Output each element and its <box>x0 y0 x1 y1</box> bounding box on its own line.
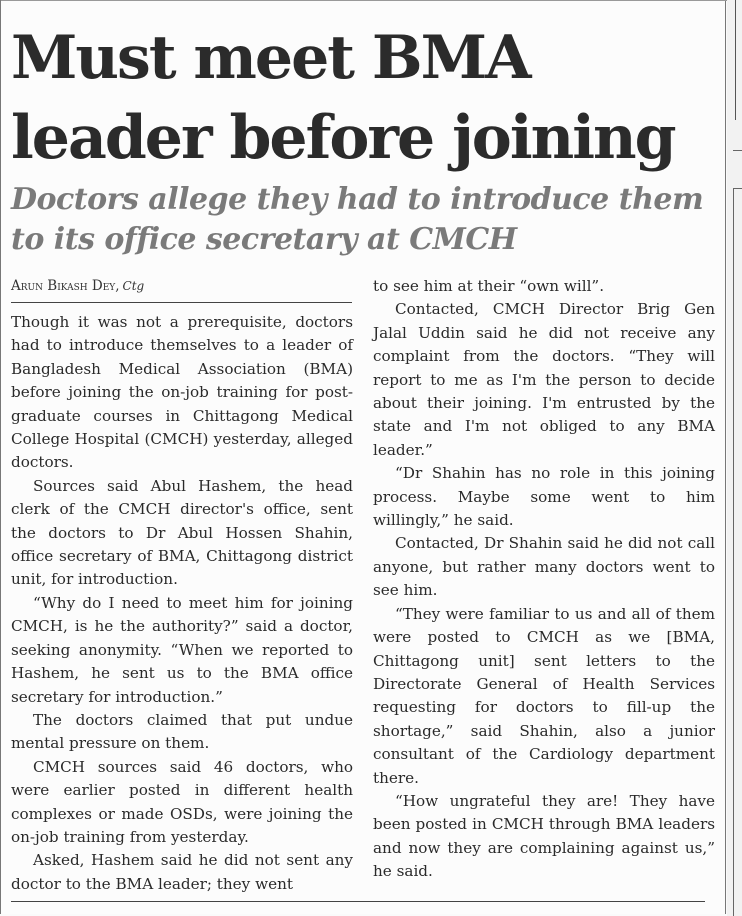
paragraph: Sources said Abul Hashem, the head clerk of the CMCH director's office, sent the doctors to Dr Abul Hossen Shahin, office secretary of BMA, Chittagong district unit, for introduction. <box>11 476 353 589</box>
paragraph: Though it was not a prerequisite, doctors had to introduce themselves to a leader of Bangladesh Medical Association (BMA) before joining the on-job training for post-graduate courses in Chittagong Medical College Hospital (CMCH) yesterday, alleged doctors. <box>11 313 353 472</box>
paragraph: “Dr Shahin has no role in this joining process. Maybe some went to him willingly,” he said. <box>373 464 715 530</box>
byline <box>11 276 351 296</box>
paragraph: Contacted, Dr Shahin said he did not call anyone, but rather many doctors went to see him. <box>373 534 715 600</box>
byline-author: Arun Bikash Dey, <box>11 278 120 294</box>
bottom-rule <box>11 901 705 902</box>
top-rule <box>1 0 727 1</box>
paragraph: The doctors claimed that put undue mental pressure on them. <box>11 710 353 753</box>
byline-location: Ctg <box>122 279 145 293</box>
subheadline: Doctors allege they had to introduce them to its office secretary at CMCH <box>11 182 704 257</box>
article-column-2 <box>373 275 715 884</box>
adjacent-column-strip <box>727 0 742 916</box>
paragraph: to see him at their “own will”. <box>373 277 605 295</box>
paragraph: Asked, Hashem said he did not sent any doctor to the BMA leader; they went <box>11 851 353 893</box>
article-column-1 <box>11 311 353 896</box>
adjacent-rule <box>733 150 742 151</box>
paragraph: “They were familiar to us and all of them were posted to CMCH as we [BMA, Chittagong unit] sent letters to the Directorate General of Health Services requesting for doctors to fill-up the shortage,” said Shahin, also a junior consultant of the Cardiology department there. <box>373 604 715 787</box>
paragraph: “Why do I need to meet him for joining CMCH, is he the authority?” said a doctor, seeking anonymity. “When we reported to Hashem, he sent us to the BMA office secretary for introduction.” <box>11 593 353 706</box>
adjacent-rule <box>733 188 742 189</box>
paragraph: “How ungrateful they are! They have been posted in CMCH through BMA leaders and now they are complaining against us,” he said. <box>373 791 715 881</box>
byline-rule <box>11 302 352 303</box>
adjacent-rule <box>733 188 734 916</box>
paragraph: CMCH sources said 46 doctors, who were earlier posted in different health complexes or made OSDs, were joining the on-job training from yesterday. <box>11 757 353 846</box>
headline: Must meet BMA leader before joining <box>11 23 675 173</box>
adjacent-rule <box>735 0 736 120</box>
paragraph: Contacted, CMCH Director Brig Gen Jalal Uddin said he did not receive any complaint from the doctors. “They will report to me as I'm the person to decide about their joining. I'm entrusted by the state and I'm not obliged to any BMA leader.” <box>373 300 715 459</box>
